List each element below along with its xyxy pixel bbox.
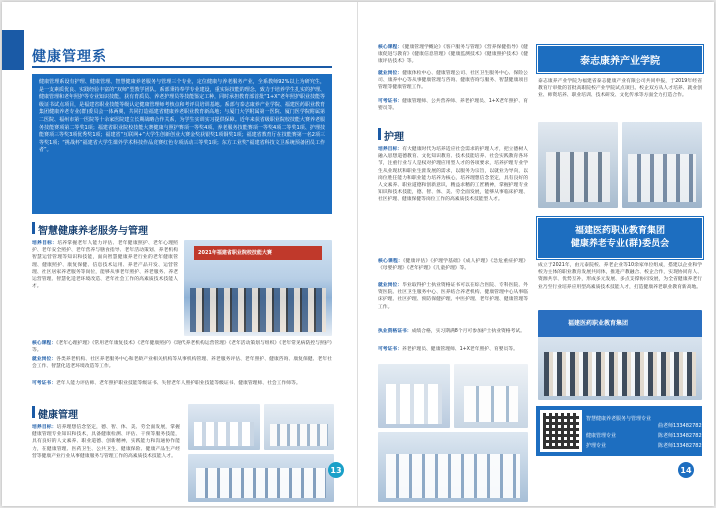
page-number-right: 14 xyxy=(678,462,694,478)
classroom-photo-1 xyxy=(188,404,260,450)
health-goal: 培养目标：培养理想信念坚定，德、智、体、美、劳全面发展，掌握健康管理专业知识和技术，具备健康检测、评估、干预等服务技能，具有良好的人文素养、职业道德、创新精神，实践能力和沟通协作能力，在健康管理、医药卫生、公共卫生、健康保险、健康产品生产经营等健康产业行业从事健康服务与管理工作的高素质技术技能人才。 xyxy=(32,425,180,459)
elderly-core: 核心课程：《老年心理护理》《常用老年康复技术》《老年健康照护》《现代养老机构运营管理》《老年活动策划与组织》《老年常见病防控与照护》等。 xyxy=(32,341,332,354)
college-title: 泰志康养产业学院 xyxy=(538,46,702,72)
health-section-title: 健康管理 xyxy=(38,410,78,421)
nursing-photo-2 xyxy=(454,364,528,428)
department-intro: 健康管理系设有护理、健康管理、智慧健康养老服务与管理三个专业，定位健康与养老服务产业，全系教师92%以上为研究生，是一支素质优良、实践经验丰富的“双师”型教学团队。系部秉持奉学专业建设，重实际技能的理念，致力于培养学生扎实的护理、健康管理和老年照护等专业知识技能，获有育质员、养老护理员等技能鉴定工种，同时承担教育部首批“1+X”老年照护职业技能等级证书试点项目，是福建省职业技能等级认定健康管理师考核点和考评员培训基地。系部与泰志康养产业学院、福建医药职业教育集团健康养老专业(群)委员会一体两翼，共同打造福建省健康养老职业教育新高地；与厦门大学附属第一医院、厦门医学院附属第二医院、福州市第一医院等十余家医院建立长期战略合作关系，为学生实训实习提供保障。近年来获省级职业院校技能大赛养老服务技能赛项第二等奖1项；福建省职业院校技能大赛健康与照护赛项一等奖4项、养老服务技能赛项一等奖4项二等奖1项、护理技能赛项三等奖3项优秀奖1项；福建省“互联网+”大学生创新创业大赛金奖获银奖1项铜奖1项；福建省教育厅在技能赛第一名2项三等奖1项；“挑战杯”福建省大学生课外学术科技作品竞赛红色专项活动三等奖1项；东方工业奖“福建省科技文卫系统预备团员工作者”。 xyxy=(32,74,332,214)
elderly-goal xyxy=(32,240,178,336)
title-underline xyxy=(32,66,332,68)
qr-code-icon xyxy=(540,410,582,452)
competition-photo-caption: 2021年福建省职业院校技能大赛 xyxy=(198,250,272,256)
group-photo-caption: 福建医药职业教育集团 xyxy=(568,320,629,327)
nursing-core: 核心课程：《健康评估》《护理学基础》《成人护理》《急危重症护理》《母婴护理》《老年护理》《儿童护理》等。 xyxy=(378,259,528,272)
section-bar xyxy=(378,128,381,140)
health-core: 核心课程：《健康管理学概论》《客户服务与管理》《营养保健指导》《健康促进与教育》《健康信息管理》《健康监测技术》《健康照护技术》《健康评估技术》等。 xyxy=(378,45,528,65)
group-title-frame xyxy=(536,216,704,260)
elderly-job: 就业岗位：各类养老机构、社区养老服务中心和老龄产业相关机构等从事机构管理、养老服务评估、老年照护、健康咨询、康复保健、老年社会工作、智慧化适老环境改造等工作。 xyxy=(32,357,332,370)
contact-row-1: 智慧健康养老服务与管理专业 xyxy=(586,416,652,422)
elderly-goal-text: 培养掌握老年人能力评估、老年健康照护、老年心理照护、老年安全照护、老年营养与膳食指导、老年活动策划、养老机构智慧运营管理等知识和技能，面向智慧健康养老行业的老年健康管理、健康照护、康复保健、信息技术运用、养老产品开发、运营管理、社区居家养老服务等岗位，能够从事老年照护、养老服务、养老运营管理、智慧化适老环境改造、老年社会工作的高素质技术技能人才。 xyxy=(32,241,178,290)
group-photo xyxy=(538,310,702,400)
elderly-section-title: 智慧健康养老服务与管理 xyxy=(38,226,148,237)
contact-row-2: 健康管理专业 xyxy=(586,433,617,439)
college-photo-2 xyxy=(622,122,702,208)
nursing-goal: 培养目标：有大健康时代为培养适应社会需求的护理人才，把立德树人融入思想道德教育、文化知识教育、技术技能培养、社会实践教育各环节，注重行业与人是权对护理应用型人才的各项要求，培养护理专业学生从业现状和职业生涯发展的需求，以服务为宗旨，以就业为导向，以岗位胜任能力和职业能力培养为核心，培养理想信念坚定，具有良好的人文素养、职业道德和创新意识，精益求精的工匠精神，掌握护理专业知识和技术技能，德、智、体、美、劳全面发展，能够从事临床护理、社区护理、健康保健等岗位工作的高素质技术技能型人才。 xyxy=(378,147,528,203)
contact-person-3: 陈老师13348278290 xyxy=(658,443,708,449)
nursing-job: 就业岗位：毕业取得护士执业资格证书可以在综合医院、专科医院、外资医院、社区卫生服务中心、医养结合养老机构、健康管理中心从事临床护理、社区护理、预防保健护理、中医护理、老年护理、健康管理等工作。 xyxy=(378,283,528,310)
elderly-cert: 可考证书：老年人能力评估师、老年照护职业技能等级证书、失智老年人照护职业技能等级证书、健康管理师、社会工作师等。 xyxy=(32,381,301,386)
left-page xyxy=(2,2,358,506)
nursing-photo-1 xyxy=(378,364,450,428)
training-photo xyxy=(188,454,334,502)
contact-row-3: 护理专业 xyxy=(586,443,607,449)
nursing-cert: 执业资格证书：成绩合格，实习期满8个月可参加护士执业资格考试。 xyxy=(378,329,525,334)
contact-person-2: 陈老师13348278290 xyxy=(658,433,708,439)
section-bar xyxy=(32,406,35,418)
nursing-exam: 可考证书：养老护理员、健康管理师、1+X老年照护、育婴员等。 xyxy=(378,347,518,352)
brochure-spread xyxy=(2,2,714,506)
elderly-goal-label: 培养目标： xyxy=(32,241,58,246)
health-job: 就业岗位：健康体检中心、健康管理公司、社区卫生服务中心、保险公司、康养中心等从事健康管理与咨询、健康咨询与服务、智慧健康项目管理等健康管理工作。 xyxy=(378,71,528,91)
group-text: 成立于2021年，由元泰院校、养老企业等10余家单位组成，搭建以企业和学校为主体的职业教育发展共同体，推进产教融合、校企合作，实现协同育人、资源共享、优势互补，形成多元发展、多点支撑协同发展，为全省健康养老行业乃至行业培养应用型高素质技术技能人才，打造健康养老职业教育新高地。 xyxy=(538,263,702,290)
college-text: 泰志康养产业学院为福建省泰志健康产业有限公司共同申报，于2019年经省教育厅审批的首批高职院校产业学院试点项目。校企双方从人才培养、就业创业、师资培养、职业培训、技术研发、文化传承等方面全力打造合作。 xyxy=(538,79,702,99)
group-title-line1: 福建医药职业教育集团 xyxy=(574,226,665,236)
college-title-frame xyxy=(536,44,704,74)
competition-photo xyxy=(184,240,332,336)
college-photo-1 xyxy=(538,122,618,208)
corner-decoration xyxy=(2,30,24,70)
department-title: 健康管理系 xyxy=(32,49,107,65)
group-title-line2: 健康养老专业(群)委员会 xyxy=(570,239,670,249)
nursing-photo-3 xyxy=(378,432,528,502)
classroom-photo-2 xyxy=(264,404,334,450)
contact-person-1: 曲老师13348278290 xyxy=(658,423,708,429)
health-cert: 可考证书：健康管理师、公共营养师、养老护理员、1+X老年照护、育婴员等。 xyxy=(378,99,528,112)
nursing-section-title: 护理 xyxy=(384,132,404,143)
page-number-left: 13 xyxy=(328,462,344,478)
section-bar xyxy=(32,222,35,234)
